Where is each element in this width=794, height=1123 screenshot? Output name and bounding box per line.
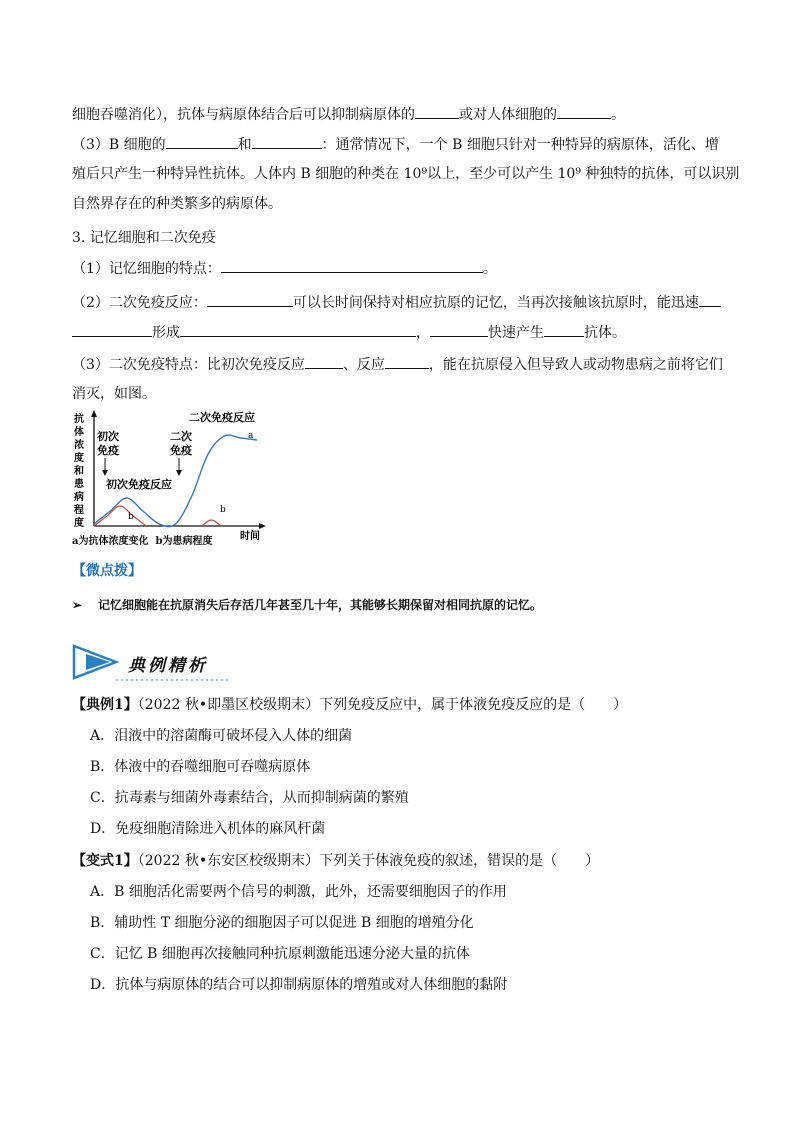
fill-blank[interactable]	[557, 104, 611, 119]
y-axis-label-char: 体	[74, 427, 84, 438]
option-b[interactable]: B．辅助性 T 细胞分泌的细胞因子可以促进 B 细胞的增殖分化	[90, 915, 474, 931]
text: 形成	[152, 325, 180, 341]
option-c[interactable]: C．抗毒素与细菌外毒素结合，从而抑制病菌的繁殖	[90, 790, 409, 806]
paragraph-line: 自然界存在的种类繁多的病原体。	[72, 196, 282, 212]
y-axis-label	[73, 412, 85, 529]
fill-blank[interactable]	[72, 322, 152, 337]
text: 。	[482, 261, 497, 277]
text: ，能在抗原侵入但导致人或动物患病之前将它们	[428, 357, 723, 373]
fill-blank[interactable]	[207, 292, 293, 307]
option-a[interactable]: A．B 细胞活化需要两个信号的刺激，此外，还需要细胞因子的作用	[90, 884, 507, 900]
annotation-primary-immunization-2: 免疫	[97, 444, 119, 457]
fill-blank[interactable]	[221, 258, 483, 273]
fill-blank[interactable]	[305, 354, 343, 369]
y-axis-label-char: 和	[74, 466, 84, 477]
text: （2）二次免疫反应：	[72, 295, 207, 311]
example-tag: 【典例1】	[72, 697, 138, 713]
section-title: 3. 记忆细胞和二次免疫	[72, 230, 216, 246]
chart-legend	[72, 532, 212, 552]
option-d[interactable]: D．抗体与病原体的结合可以抑制病原体的增殖或对人体细胞的黏附	[90, 977, 508, 993]
annotation-primary-immunization: 初次	[97, 430, 119, 443]
variant-tag: 【变式1】	[72, 853, 138, 869]
text: 可以长时间保持对相应抗原的记忆，当再次接触该抗原时，能迅速	[292, 295, 699, 311]
paragraph-line: 消灭，如图。	[72, 386, 156, 402]
tip-arrow-icon: ➢	[72, 598, 83, 612]
variant-stem-text: （2022 秋•东安区校级期末）下列关于体液免疫的叙述，错误的是（ ）	[137, 853, 600, 869]
variant-stem	[72, 851, 599, 871]
paragraph-line	[72, 104, 625, 125]
fill-blank[interactable]	[252, 134, 322, 149]
paragraph-line: 殖后只产生一种特异性抗体。人体内 B 细胞的种类在 10⁹以上，至少可以产生 10⁹ 种独特的抗体，可以识别	[72, 166, 740, 182]
y-axis-label-char: 患	[74, 479, 84, 490]
text: （3）B 细胞的	[72, 137, 166, 153]
option-c[interactable]: C．记忆 B 细胞再次接触同种抗原刺激能迅速分泌大量的抗体	[90, 946, 470, 962]
example-stem	[72, 695, 627, 715]
immune-response-chart	[72, 408, 272, 548]
fill-blank[interactable]	[385, 354, 429, 369]
section-banner-title: 典例精析	[128, 656, 208, 676]
text: 细胞吞噬消化），抗体与病原体结合后可以抑制病原体的	[72, 107, 415, 123]
micro-tip-text: 记忆细胞能在抗原消失后存活几年甚至几十年，其能够长期保留对相同抗原的记忆。	[98, 598, 543, 612]
y-axis-label-char: 度	[74, 518, 84, 529]
x-axis-arrow	[259, 523, 266, 529]
option-a[interactable]: A．泪液中的溶菌酶可破坏侵入人体的细菌	[90, 728, 353, 744]
text: 快速产生	[488, 325, 544, 341]
y-axis-label-char: 浓	[74, 440, 84, 451]
micro-tip	[72, 595, 542, 615]
arrow-secondary-head	[176, 470, 182, 476]
example-stem-text: （2022 秋•即墨区校级期末）下列免疫反应中，属于体液免疫反应的是（ ）	[137, 697, 628, 713]
annotation-secondary-immunization: 二次	[170, 430, 192, 443]
fill-blank[interactable]	[699, 292, 721, 307]
y-axis-arrow	[91, 410, 97, 417]
legend-b: b为患病程度	[155, 536, 213, 547]
text: ：通常情况下，一个 B 细胞只针对一种特异的病原体，活化、增	[321, 137, 719, 153]
fill-blank[interactable]	[415, 104, 459, 119]
annotation-primary-response: 初次免疫反应	[106, 478, 172, 491]
text: 、反应	[342, 357, 385, 373]
fill-blank[interactable]	[166, 134, 238, 149]
y-axis-label-char: 抗	[74, 414, 84, 425]
paragraph-line	[72, 354, 723, 375]
text: 。	[611, 107, 625, 123]
series-a-label: a	[248, 431, 254, 441]
text: ，	[416, 325, 430, 341]
paragraph-line	[72, 134, 719, 155]
fill-blank[interactable]	[544, 322, 584, 337]
series-b-label: b	[128, 512, 134, 522]
y-axis-label-char: 程	[74, 505, 84, 516]
option-d[interactable]: D．免疫细胞清除进入机体的麻风杆菌	[90, 821, 326, 837]
y-axis-label-char: 度	[74, 453, 84, 464]
paragraph-line	[72, 292, 721, 313]
arrow-primary-head	[102, 470, 108, 476]
fill-blank[interactable]	[180, 322, 416, 337]
fill-blank[interactable]	[430, 322, 488, 337]
text: 或对人体细胞的	[459, 107, 557, 123]
paragraph-line	[72, 258, 497, 279]
annotation-secondary-immunization-2: 免疫	[170, 444, 192, 457]
text: （1）记忆细胞的特点：	[72, 261, 221, 277]
x-axis-label: 时间	[240, 531, 260, 542]
paragraph-line	[72, 322, 626, 343]
text: 抗体。	[584, 325, 626, 341]
micro-tip-label: 【微点拨】	[72, 563, 142, 579]
annotation-secondary-response: 二次免疫反应	[189, 411, 255, 424]
option-b[interactable]: B．体液中的吞噬细胞可吞噬病原体	[90, 759, 311, 775]
series-b-label-2: b	[220, 505, 226, 515]
text: 和	[237, 137, 252, 153]
text: （3）二次免疫特点：比初次免疫反应	[72, 357, 305, 373]
legend-a: a为抗体浓度变化	[72, 536, 149, 547]
y-axis-label-char: 病	[74, 492, 84, 503]
